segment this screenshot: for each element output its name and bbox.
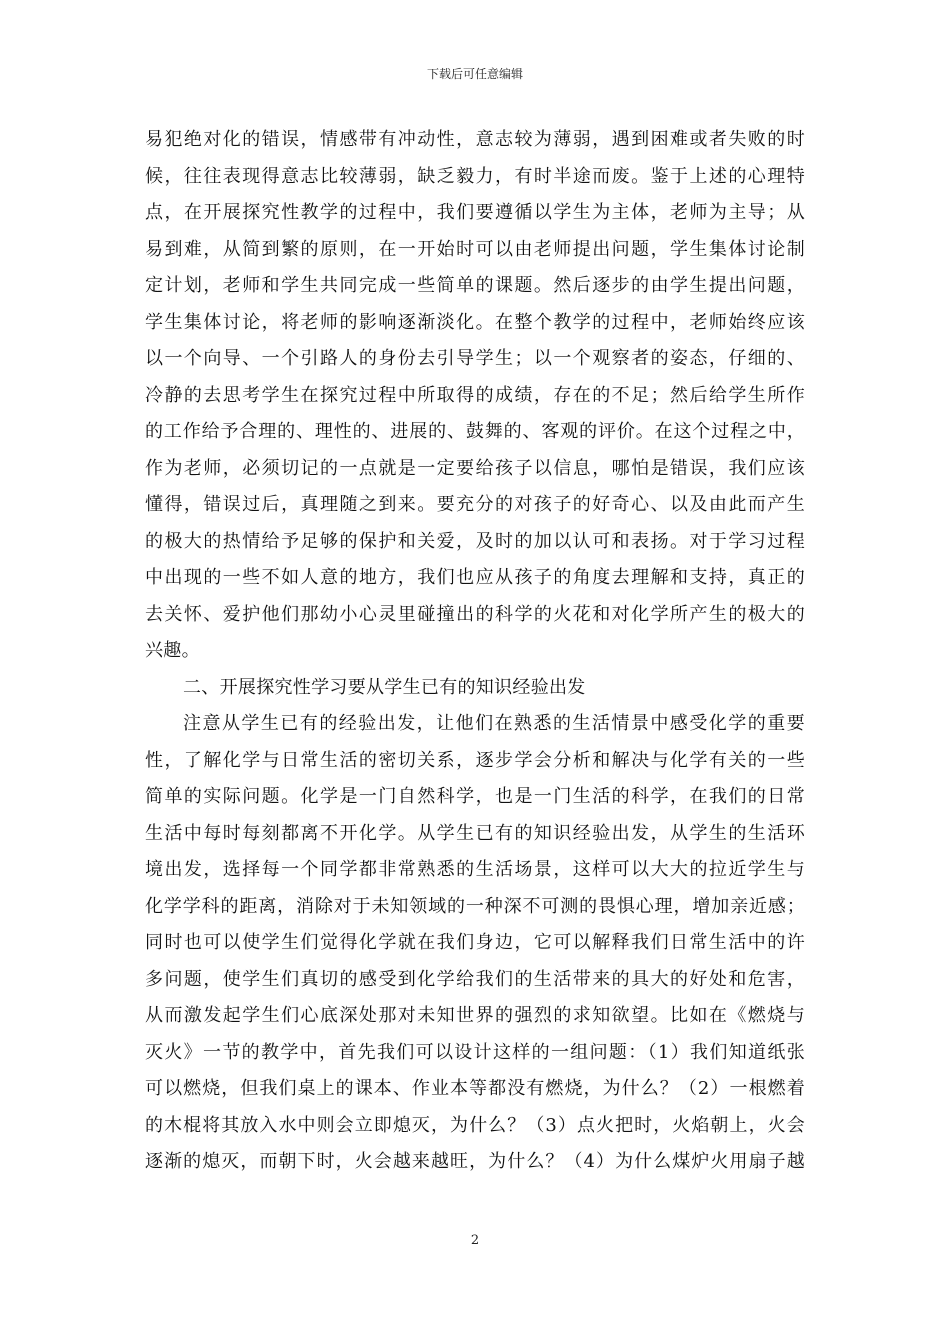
section-heading: 二、开展探究性学习要从学生已有的知识经验出发 (183, 676, 586, 698)
text-line: 学生集体讨论，将老师的影响逐渐淡化。在整个教学的过程中，老师始终应该 (145, 311, 805, 333)
text-line: 点，在开展探究性教学的过程中，我们要遵循以学生为主体，老师为主导；从 (145, 202, 805, 223)
text-line: 性，了解化学与日常生活的密切关系，逐步学会分析和解决与化学有关的一些 (145, 749, 805, 771)
text-line: 的工作给予合理的、理性的、进展的、鼓舞的、客观的评价。在这个过程之中， (145, 421, 805, 442)
text-line: 注意从学生已有的经验出发，让他们在熟悉的生活情景中感受化学的重要 (183, 713, 805, 734)
text-line: 以一个向导、一个引路人的身份去引导学生；以一个观察者的姿态，仔细的、 (145, 348, 805, 369)
text-line: 去关怀、爱护他们那幼小心灵里碰撞出的科学的火花和对化学所产生的极大的 (145, 603, 805, 625)
text-line: 可以燃烧，但我们桌上的课本、作业本等都没有燃烧，为什么？（2）一根燃着 (145, 1078, 805, 1099)
text-line: 候，往往表现得意志比较薄弱，缺乏毅力，有时半途而废。鉴于上述的心理特 (145, 165, 805, 187)
text-line: 中出现的一些不如人意的地方，我们也应从孩子的角度去理解和支持，真正的 (145, 567, 805, 588)
text-line: 境出发，选择每一个同学都非常熟悉的生活场景，这样可以大大的拉近学生与 (145, 859, 805, 880)
document-body (145, 122, 805, 1181)
text-line: 简单的实际问题。化学是一门自然科学，也是一门生活的科学，在我们的日常 (145, 786, 805, 807)
text-line: 定计划，老师和学生共同完成一些简单的课题。然后逐步的由学生提出问题， (145, 275, 805, 296)
text-line: 多问题，使学生们真切的感受到化学给我们的生活带来的具大的好处和危害， (145, 968, 805, 990)
text-line: 生活中每时每刻都离不开化学。从学生已有的知识经验出发，从学生的生活环 (145, 822, 805, 844)
text-line: 同时也可以使学生们觉得化学就在我们身边，它可以解释我们日常生活中的许 (145, 932, 805, 953)
text-line: 逐渐的熄灭，而朝下时，火会越来越旺，为什么？（4）为什么煤炉火用扇子越 (145, 1151, 805, 1172)
text-line: 冷静的去思考学生在探究过程中所取得的成绩，存在的不足；然后给学生所作 (145, 384, 805, 406)
text-line: 易到难，从简到繁的原则，在一开始时可以由老师提出问题，学生集体讨论制 (145, 238, 805, 260)
text-line: 作为老师，必须切记的一点就是一定要给孩子以信息，哪怕是错误，我们应该 (145, 457, 805, 479)
text-line: 懂得，错误过后，真理随之到来。要充分的对孩子的好奇心、以及由此而产生 (145, 494, 805, 515)
text-line: 兴趣。 (145, 640, 200, 661)
text-line: 的木棍将其放入水中则会立即熄灭，为什么？（3）点火把时，火焰朝上，火会 (145, 1114, 805, 1136)
text-line: 易犯绝对化的错误，情感带有冲动性，意志较为薄弱，遇到困难或者失败的时 (145, 129, 805, 150)
text-line: 化学学科的距离，消除对于未知领域的一种深不可测的畏惧心理，增加亲近感； (145, 895, 805, 917)
text-line: 从而激发起学生们心底深处那对未知世界的强烈的求知欲望。比如在《燃烧与 (145, 1005, 805, 1026)
page-header: 下载后可任意编辑 (426, 67, 523, 81)
text-line: 灭火》一节的教学中，首先我们可以设计这样的一组问题：（1）我们知道纸张 (145, 1041, 805, 1063)
page-number: 2 (470, 1233, 480, 1248)
text-line: 的极大的热情给予足够的保护和关爱，及时的加以认可和表扬。对于学习过程 (145, 530, 805, 552)
